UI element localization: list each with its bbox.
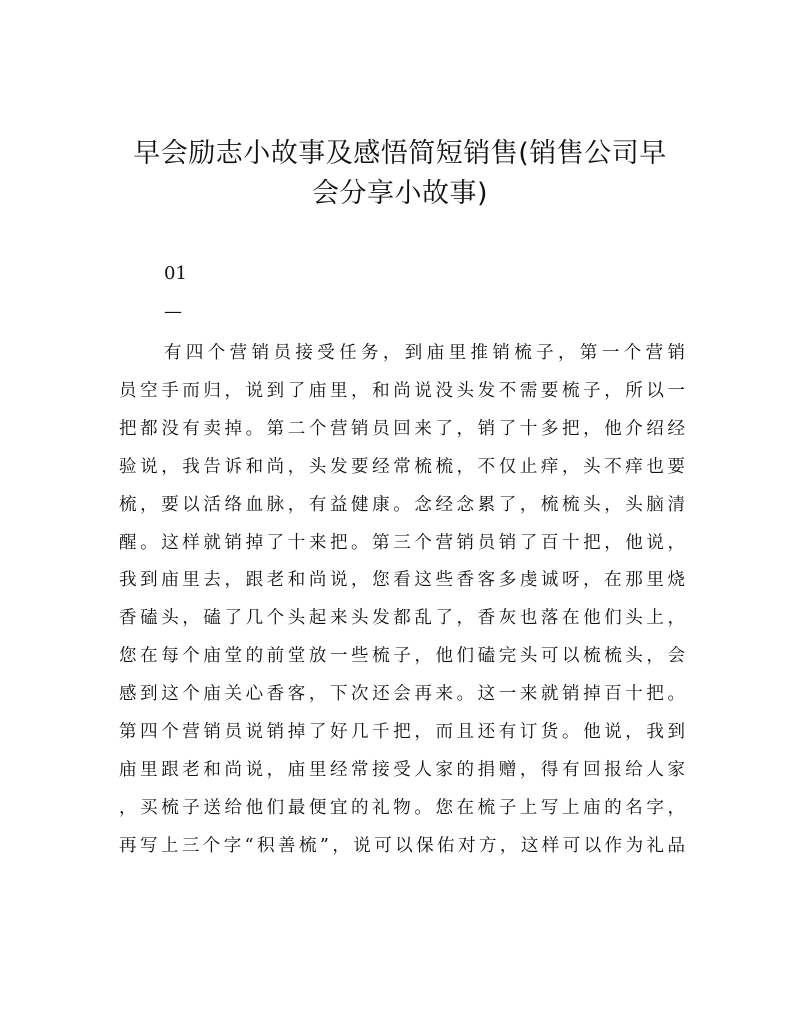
paragraph-line: 验说，我告诉和尚，头发要经常梳梳，不仅止痒，头不痒也要	[119, 456, 685, 477]
paragraph-line: 您在每个庙堂的前堂放一些梳子，他们磕完头可以梳梳头，会	[119, 646, 685, 667]
paragraph-line: 庙里跟老和尚说，庙里经常接受人家的捐赠，得有回报给人家	[119, 759, 685, 780]
title-line: 早会励志小故事及感悟简短销售(销售公司早	[133, 138, 667, 169]
title-line: 会分享小故事)	[311, 178, 489, 209]
paragraph-line: 香磕头，磕了几个头起来头发都乱了，香灰也落在他们头上，	[119, 608, 685, 629]
paragraph-line: 第四个营销员说销掉了好几千把，而且还有订货。他说，我到	[119, 722, 685, 743]
paragraph-line: 感到这个庙关心香客，下次还会再来。这一来就销掉百十把。	[119, 684, 685, 705]
section-dash: —	[164, 301, 182, 322]
paragraph-line: ，买梳子送给他们最便宜的礼物。您在梳子上写上庙的名字，	[119, 797, 685, 818]
story-paragraph	[119, 335, 685, 866]
paragraph-line: 员空手而归，说到了庙里，和尚说没头发不需要梳子，所以一	[119, 380, 685, 401]
paragraph-line: 再写上三个字“积善梳”，说可以保佑对方，这样可以作为礼品	[119, 835, 685, 856]
paragraph-line: 我到庙里去，跟老和尚说，您看这些香客多虔诚呀，在那里烧	[119, 570, 685, 591]
paragraph-line: 有四个营销员接受任务，到庙里推销梳子，第一个营销	[164, 343, 685, 363]
paragraph-line: 把都没有卖掉。第二个营销员回来了，销了十多把，他介绍经	[119, 418, 685, 439]
paragraph-line: 醒。这样就销掉了十来把。第三个营销员销了百十把，他说，	[119, 532, 685, 553]
document-title	[100, 134, 700, 214]
section-number: 01	[164, 263, 187, 284]
paragraph-line: 梳，要以活络血脉，有益健康。念经念累了，梳梳头，头脑清	[119, 494, 685, 515]
